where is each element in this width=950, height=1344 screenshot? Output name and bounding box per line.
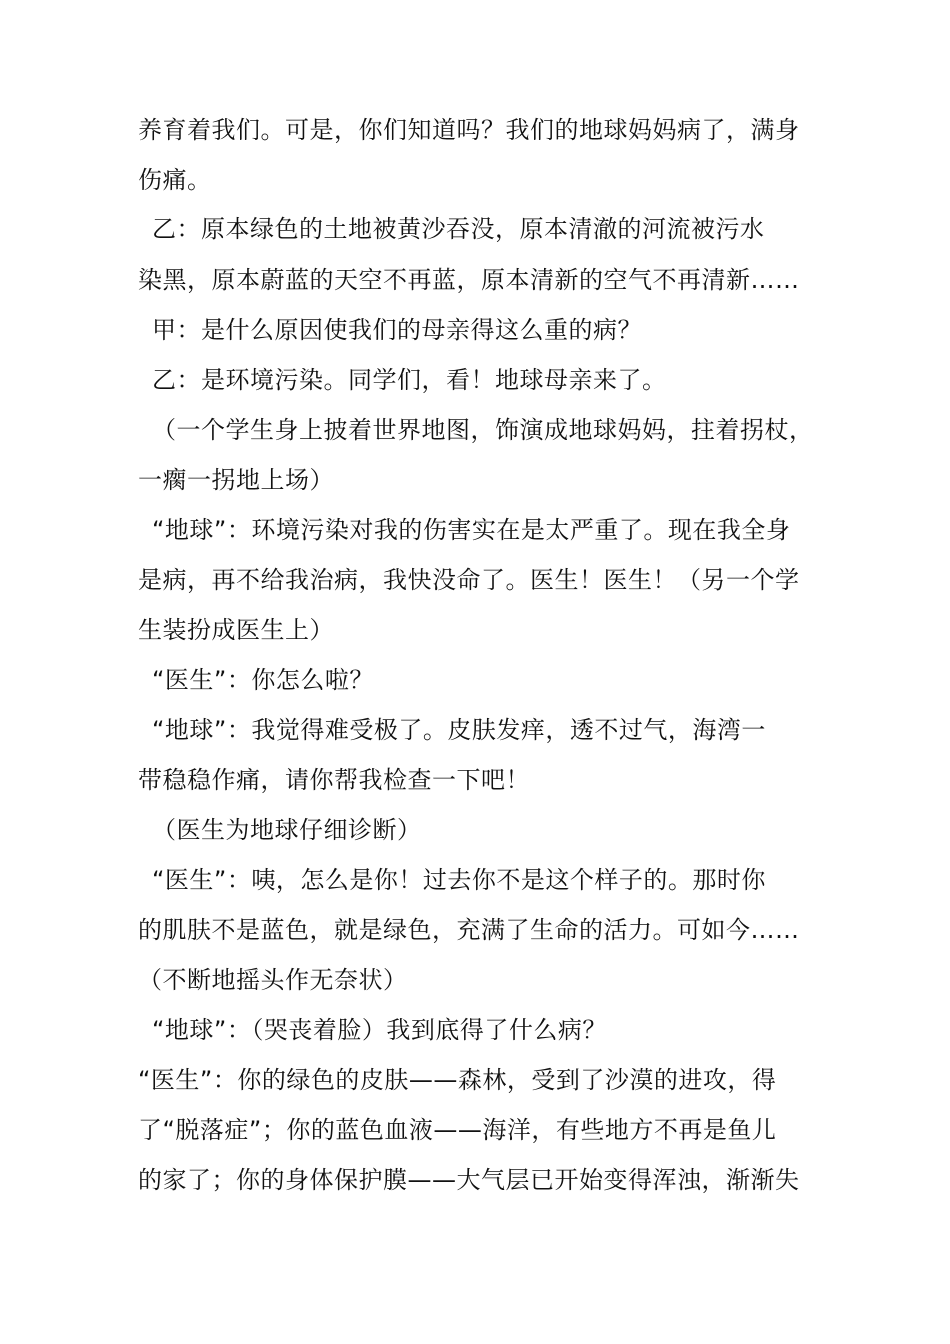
text-line: （不断地摇头作无奈状）	[138, 966, 408, 994]
text-line: 生装扮成医生上）	[138, 616, 334, 644]
text-line: （一个学生身上披着世界地图，饰演成地球妈妈，拄着拐杖，	[152, 416, 814, 444]
text-line: “医生”：你的绿色的皮肤——森林，受到了沙漠的进攻，得	[138, 1066, 777, 1094]
text-line: 是病，再不给我治病，我快没命了。医生！医生！（另一个学	[138, 566, 800, 594]
text-line: 的家了；你的身体保护膜——大气层已开始变得浑浊，渐渐失	[138, 1166, 800, 1194]
text-line: 伤痛。	[138, 166, 212, 194]
text-line: “地球”：（哭丧着脸）我到底得了什么病？	[152, 1016, 607, 1044]
text-line: 了“脱落症”；你的蓝色血液——海洋，有些地方不再是鱼儿	[138, 1116, 777, 1144]
text-line: 一瘸一拐地上场）	[138, 466, 334, 494]
text-line: 甲：是什么原因使我们的母亲得这么重的病？	[152, 316, 642, 344]
text-line: 乙：是环境污染。同学们，看！地球母亲来了。	[152, 366, 667, 394]
text-line: “医生”：你怎么啦？	[152, 666, 374, 694]
text-line: （医生为地球仔细诊断）	[152, 816, 422, 844]
text-line: “医生”：咦，怎么是你！过去你不是这个样子的。那时你	[152, 866, 766, 894]
text-line: 带稳稳作痛，请你帮我检查一下吧！	[138, 766, 530, 794]
text-line: 染黑，原本蔚蓝的天空不再蓝，原本清新的空气不再清新……	[138, 266, 800, 294]
text-line: “地球”：我觉得难受极了。皮肤发痒，透不过气，海湾一	[152, 716, 766, 744]
text-line: 的肌肤不是蓝色，就是绿色，充满了生命的活力。可如今……	[138, 916, 800, 944]
text-line: “地球”：环境污染对我的伤害实在是太严重了。现在我全身	[152, 516, 791, 544]
text-line: 乙：原本绿色的土地被黄沙吞没，原本清澈的河流被污水	[152, 215, 765, 243]
text-line: 养育着我们。可是，你们知道吗？我们的地球妈妈病了，满身	[138, 116, 800, 144]
